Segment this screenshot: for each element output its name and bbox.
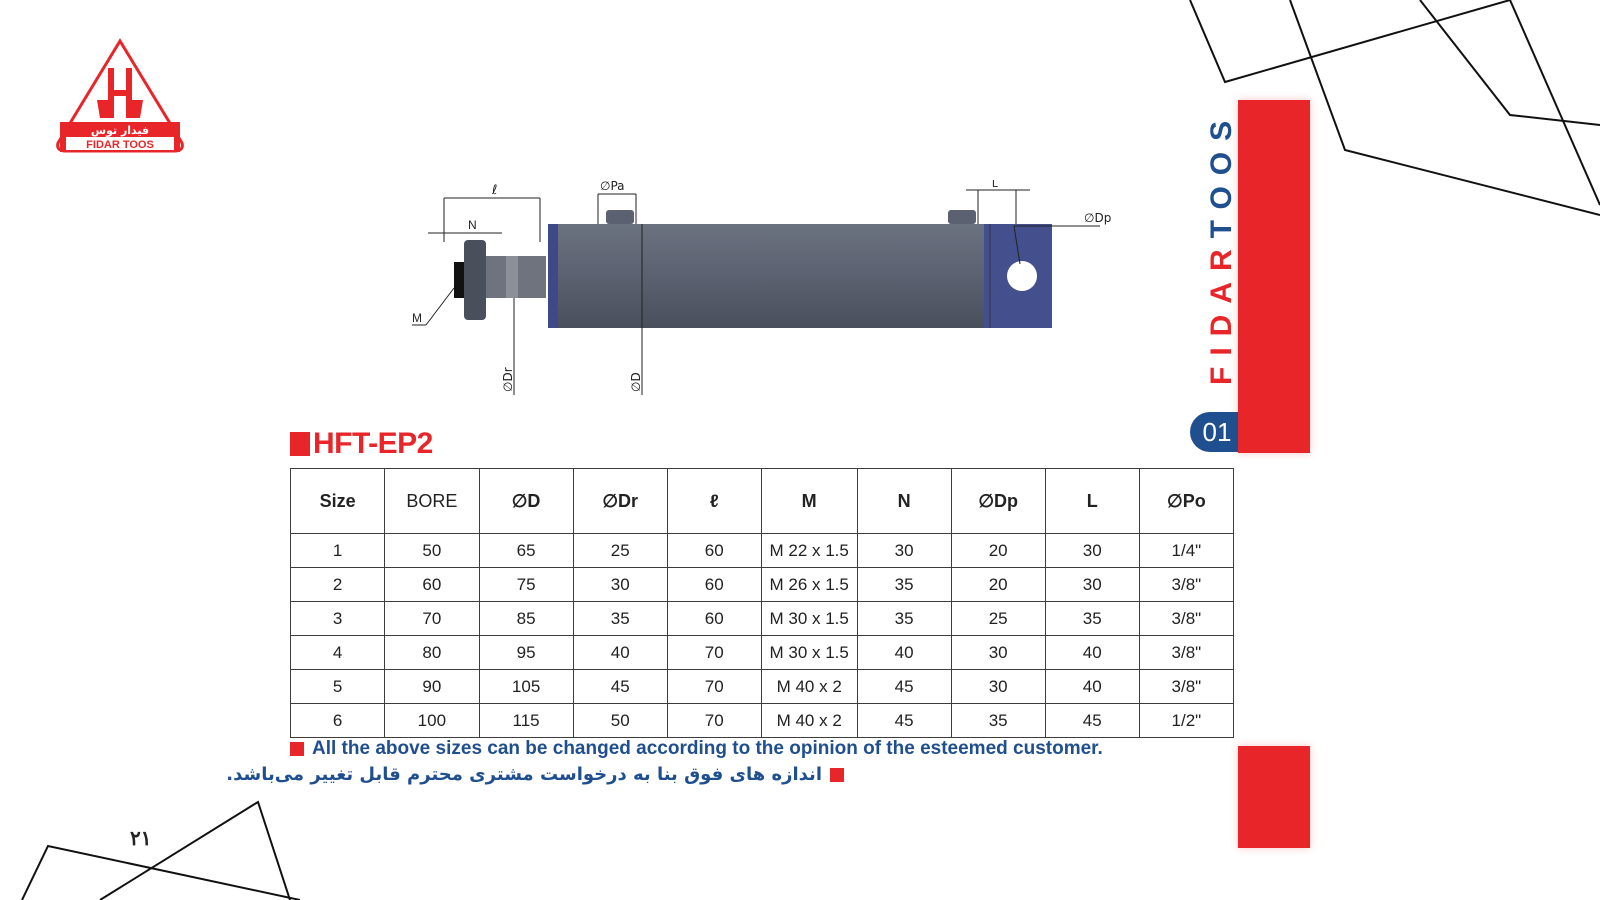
brand-part-fidar: FIDAR: [1205, 238, 1238, 385]
header-dp: ∅Dp: [951, 469, 1045, 534]
cell-l: 60: [667, 568, 761, 602]
cell-dr: 35: [573, 602, 667, 636]
cell-l: 70: [667, 636, 761, 670]
model-title: [290, 428, 433, 460]
cell-size: 1: [291, 534, 385, 568]
cell-size: 5: [291, 670, 385, 704]
cell-dr: 30: [573, 568, 667, 602]
cell-po: 3/8": [1139, 602, 1233, 636]
cell-bore: 100: [385, 704, 479, 738]
cell-d: 95: [479, 636, 573, 670]
header-d: ∅D: [479, 469, 573, 534]
cell-L: 40: [1045, 670, 1139, 704]
table-row: [291, 534, 1234, 568]
logo-text-en: FIDAR TOOS: [86, 139, 154, 151]
rod-nut: [464, 240, 486, 320]
header-m: M: [761, 469, 857, 534]
cell-dp: 25: [951, 602, 1045, 636]
cell-size: 2: [291, 568, 385, 602]
cell-n: 35: [857, 602, 951, 636]
cell-d: 105: [479, 670, 573, 704]
cell-dp: 30: [951, 670, 1045, 704]
cell-dp: 30: [951, 636, 1045, 670]
note-persian-text: اندازه های فوق بنا به درخواست مشتری محترم قابل تغییر می‌باشد.: [226, 764, 822, 785]
chapter-badge: 01: [1190, 412, 1238, 452]
cell-l: 60: [667, 534, 761, 568]
brand-red-bar-top: [1238, 100, 1310, 453]
cell-po: 3/8": [1139, 568, 1233, 602]
dim-label-n: N: [468, 218, 477, 232]
table-row: [291, 636, 1234, 670]
cylinder-body: [552, 224, 1052, 328]
cell-bore: 60: [385, 568, 479, 602]
note-persian: [226, 764, 844, 785]
cell-L: 35: [1045, 602, 1139, 636]
dim-label-pa: ∅Pa: [600, 180, 625, 193]
cell-l: 70: [667, 704, 761, 738]
page-number: ۲۱: [130, 828, 152, 850]
cell-dr: 25: [573, 534, 667, 568]
cell-dp: 20: [951, 568, 1045, 602]
front-cap: [548, 224, 558, 328]
fidar-toos-logo: [52, 38, 188, 156]
cell-dp: 20: [951, 534, 1045, 568]
header-size: Size: [291, 469, 385, 534]
note-marker: [290, 742, 304, 756]
cell-n: 30: [857, 534, 951, 568]
header-n: N: [857, 469, 951, 534]
cell-bore: 50: [385, 534, 479, 568]
cell-n: 45: [857, 704, 951, 738]
brand-red-bar-bottom: [1238, 746, 1310, 848]
cell-po: 1/4": [1139, 534, 1233, 568]
logo-text-fa: فیدار توس: [90, 124, 150, 137]
header-L: L: [1045, 469, 1139, 534]
port-front: [606, 210, 634, 224]
table-row: [291, 670, 1234, 704]
cell-d: 65: [479, 534, 573, 568]
header-bore: BORE: [385, 469, 479, 534]
brand-vertical-text: [1205, 110, 1239, 385]
header-l: ℓ: [667, 469, 761, 534]
title-marker: [290, 432, 310, 456]
table-header-row: [291, 469, 1234, 534]
cell-m: M 22 x 1.5: [761, 534, 857, 568]
table-row: [291, 568, 1234, 602]
cell-size: 3: [291, 602, 385, 636]
cell-dr: 50: [573, 704, 667, 738]
note-english-text: All the above sizes can be changed according to the opinion of the esteemed customer.: [312, 738, 1103, 759]
spec-table: [290, 468, 1234, 738]
table-row: [291, 602, 1234, 636]
cell-bore: 80: [385, 636, 479, 670]
cell-size: 6: [291, 704, 385, 738]
cell-d: 75: [479, 568, 573, 602]
cell-n: 45: [857, 670, 951, 704]
table-row: [291, 704, 1234, 738]
cell-L: 45: [1045, 704, 1139, 738]
cell-dp: 35: [951, 704, 1045, 738]
cell-po: 3/8": [1139, 670, 1233, 704]
cell-L: 30: [1045, 534, 1139, 568]
cell-po: 1/2": [1139, 704, 1233, 738]
cell-d: 85: [479, 602, 573, 636]
cell-size: 4: [291, 636, 385, 670]
model-name: HFT-EP2: [313, 427, 433, 460]
cell-dr: 40: [573, 636, 667, 670]
cylinder-diagram: [410, 180, 1130, 405]
port-rear: [948, 210, 976, 224]
note-marker: [830, 768, 844, 782]
rod-thread: [454, 262, 464, 298]
cell-m: M 30 x 1.5: [761, 602, 857, 636]
cell-n: 35: [857, 568, 951, 602]
cell-n: 40: [857, 636, 951, 670]
note-english: [290, 738, 1103, 760]
cell-po: 3/8": [1139, 636, 1233, 670]
dim-label-L: L: [992, 180, 999, 190]
header-dr: ∅Dr: [573, 469, 667, 534]
cell-L: 40: [1045, 636, 1139, 670]
cell-m: M 40 x 2: [761, 704, 857, 738]
cell-bore: 90: [385, 670, 479, 704]
dim-label-d: ∅D: [629, 372, 643, 392]
dim-label-m: M: [412, 311, 422, 325]
cell-m: M 26 x 1.5: [761, 568, 857, 602]
cell-l: 70: [667, 670, 761, 704]
dim-label-l: ℓ: [492, 183, 498, 198]
pin-hole: [1007, 261, 1037, 291]
dim-label-dp: ∅Dp: [1084, 211, 1112, 225]
cell-m: M 40 x 2: [761, 670, 857, 704]
cell-L: 30: [1045, 568, 1139, 602]
cell-d: 115: [479, 704, 573, 738]
cell-bore: 70: [385, 602, 479, 636]
dim-label-dr: ∅Dr: [501, 367, 515, 392]
cell-l: 60: [667, 602, 761, 636]
cell-dr: 45: [573, 670, 667, 704]
brand-part-toos: TOOS: [1205, 109, 1238, 239]
cell-m: M 30 x 1.5: [761, 636, 857, 670]
header-po: ∅Po: [1139, 469, 1233, 534]
